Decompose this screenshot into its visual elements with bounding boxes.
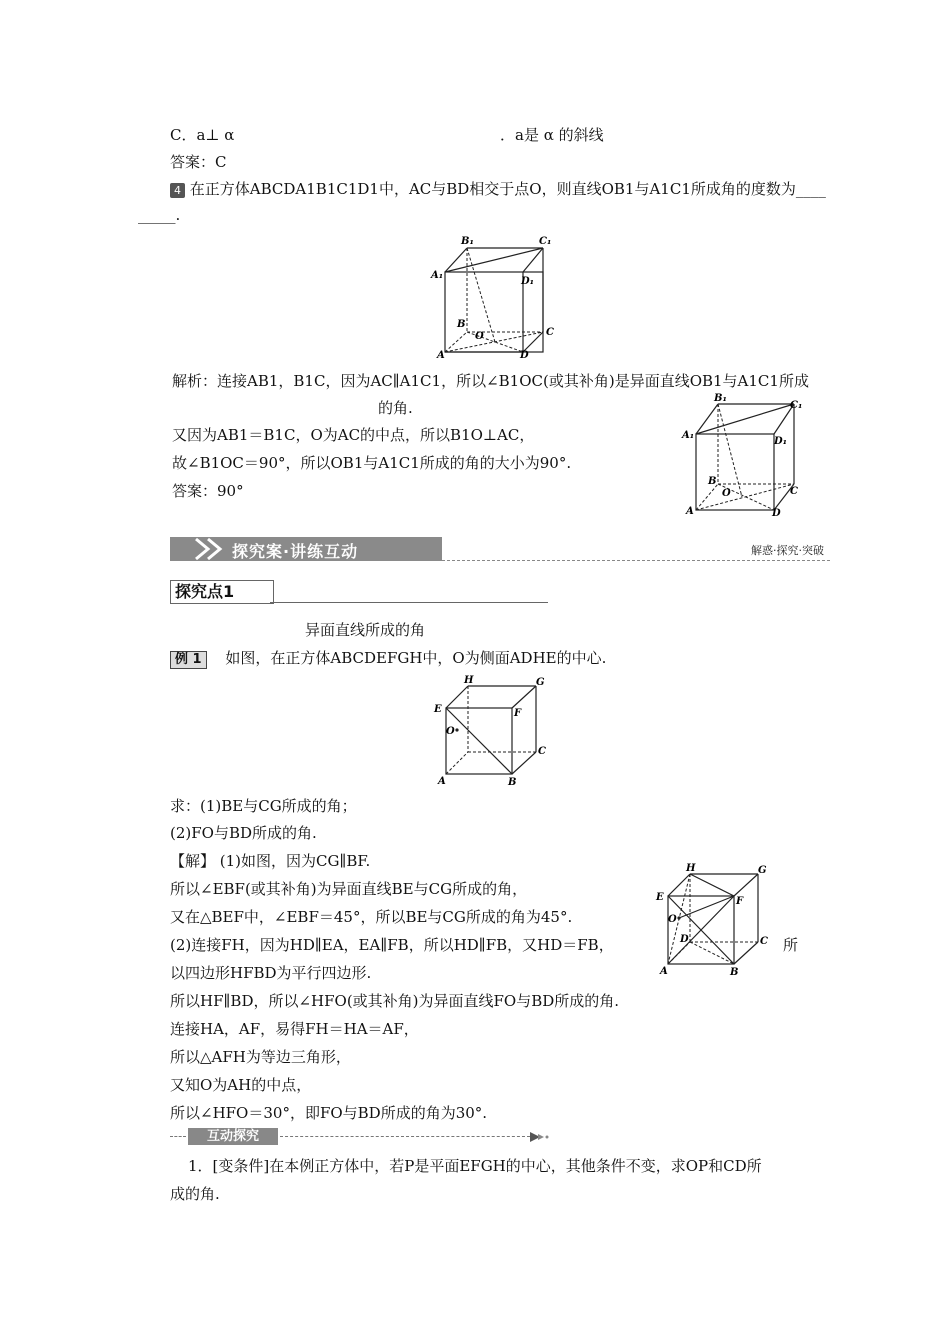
section-tag-box: 探究点1 xyxy=(170,580,274,604)
section-heading: 异面直线所成的角 xyxy=(305,621,426,639)
label-a: A xyxy=(437,350,445,361)
answer-1: 答案：C xyxy=(170,153,227,171)
example-s4-tail: 所 xyxy=(783,936,799,954)
solution-line-4: 故∠B1OC＝90°，所以OB1与A1C1所成的角的大小为90°. xyxy=(172,454,572,472)
label-c: C xyxy=(546,327,554,338)
label-c1: C₁ xyxy=(539,236,552,247)
example-s2: 所以∠EBF(或其补角)为异面直线BE与CG所成的角， xyxy=(170,880,528,898)
label-a: A xyxy=(660,966,668,977)
cube-figure-3 xyxy=(430,672,560,792)
chevron-icon xyxy=(192,537,228,561)
label-b1: B₁ xyxy=(714,393,727,404)
label-c1: C₁ xyxy=(790,400,803,411)
label-c: C xyxy=(538,746,546,757)
section-banner xyxy=(170,537,838,563)
interactive-tag xyxy=(170,1128,550,1146)
interactive-tag-box: 互动探究 xyxy=(188,1128,278,1145)
label-o: O xyxy=(475,331,484,342)
label-o: O xyxy=(668,914,677,925)
interactive-tag-line xyxy=(280,1136,530,1137)
example-s1: 【解】 (1)如图，因为CG∥BF. xyxy=(170,852,371,870)
cube-figure-4 xyxy=(652,860,782,980)
example-q2: (2)FO与BD所成的角. xyxy=(170,824,317,842)
answer-2: 答案：90° xyxy=(172,482,244,500)
question-number: 4 xyxy=(170,183,185,198)
example-s7: 连接HA，AF，易得FH＝HA＝AF， xyxy=(170,1020,419,1038)
label-g: G xyxy=(536,677,545,688)
label-o: O xyxy=(722,488,731,499)
point-o xyxy=(455,728,458,731)
example-s6: 所以HF∥BD，所以∠HFO(或其补角)为异面直线FO与BD所成的角. xyxy=(170,992,620,1010)
question-4-cont: _____. xyxy=(138,206,181,224)
label-b: B xyxy=(730,967,739,978)
label-b: B xyxy=(508,777,517,788)
label-h: H xyxy=(464,675,474,686)
question-text: 在正方体ABCDA1B1C1D1中，AC与BD相交于点O，则直线OB1与A1C1所成角的度数为____ xyxy=(189,180,826,198)
label-e: E xyxy=(434,704,442,715)
label-b: B xyxy=(708,476,717,487)
label-d1: D₁ xyxy=(521,276,535,287)
section-tag-line xyxy=(270,602,548,603)
example-text: 如图，在正方体ABCDEFGH中，O为侧面ADHE的中心. xyxy=(225,649,607,667)
banner-subtitle: 解惑·探究·突破 xyxy=(751,544,824,557)
cube-figure-2 xyxy=(680,392,810,520)
label-o: O xyxy=(446,726,455,737)
banner-title: 探究案·讲练互动 xyxy=(232,542,359,561)
label-h: H xyxy=(686,863,696,874)
example-s9: 又知O为AH的中点， xyxy=(170,1076,312,1094)
arrow-icon xyxy=(528,1130,550,1144)
label-d: D xyxy=(520,350,529,361)
label-d: D xyxy=(772,508,781,519)
example-line xyxy=(170,647,606,669)
cube-figure-1 xyxy=(425,232,565,362)
example-s4: (2)连接FH，因为HD∥EA，EA∥FB，所以HD∥FB，又HD＝FB， xyxy=(170,936,614,954)
example-q1: 求：(1)BE与CG所成的角； xyxy=(170,797,357,815)
label-g: G xyxy=(758,865,767,876)
label-d: D xyxy=(680,934,689,945)
label-a: A xyxy=(438,776,446,787)
option-d: ．a是 α 的斜线 xyxy=(500,126,604,144)
example-s10: 所以∠HFO＝30°，即FO与BD所成的角为30°. xyxy=(170,1104,488,1122)
solution-line-1: 解析：连接AB1，B1C，因为AC∥A1C1，所以∠B1OC(或其补角)是异面直线OB1与A1C1所成 xyxy=(172,372,809,390)
variant-p1: 1．[变条件]在本例正方体中，若P是平面EFGH的中心，其他条件不变，求OP和CD所 xyxy=(188,1157,762,1175)
label-f: F xyxy=(514,708,522,719)
section-tag xyxy=(170,580,548,605)
solution-line-3: 又因为AB1＝B1C，O为AC的中点，所以B1O⊥AC， xyxy=(172,426,535,444)
label-e: E xyxy=(656,892,664,903)
label-b1: B₁ xyxy=(461,236,474,247)
example-s5: 以四边形HFBD为平行四边形. xyxy=(170,964,372,982)
example-s3: 又在△BEF中，∠EBF＝45°，所以BE与CG所成的角为45°. xyxy=(170,908,573,926)
tag-left-line xyxy=(170,1136,186,1137)
point-o xyxy=(677,916,680,919)
variant-p2: 成的角. xyxy=(170,1185,220,1203)
label-f: F xyxy=(736,896,744,907)
example-s8: 所以△AFH为等边三角形， xyxy=(170,1048,351,1066)
solution-line-2: 的角. xyxy=(378,399,413,417)
label-c: C xyxy=(790,486,798,497)
label-a: A xyxy=(686,506,694,517)
example-badge: 例 1 xyxy=(170,651,207,669)
label-a1: A₁ xyxy=(682,430,695,441)
banner-divider xyxy=(442,560,830,561)
question-4 xyxy=(170,178,826,199)
label-d1: D₁ xyxy=(774,436,788,447)
label-a1: A₁ xyxy=(431,270,444,281)
label-b: B xyxy=(457,319,466,330)
option-c: C．a⊥ α xyxy=(170,126,235,144)
label-c: C xyxy=(760,936,768,947)
